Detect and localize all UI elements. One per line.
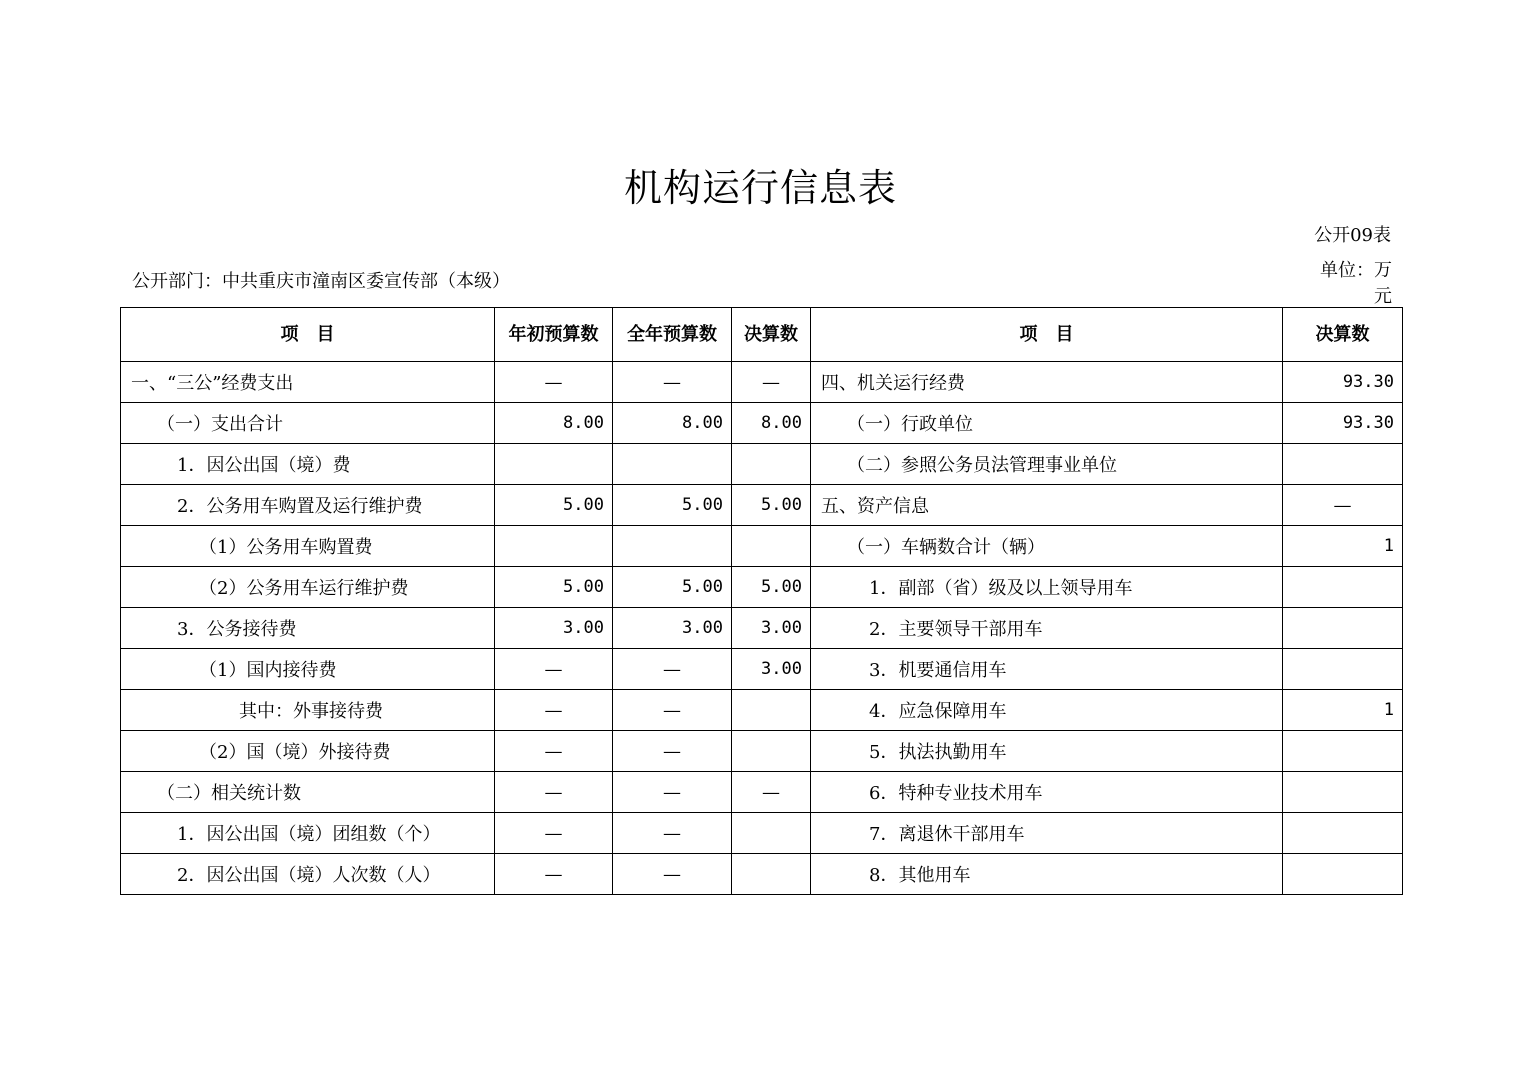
row-left-item: 2．因公出国（境）人次数（人） [121,854,495,895]
row-final-right [1283,731,1403,772]
row-final-left [732,854,811,895]
row-final-left: 3.00 [732,608,811,649]
row-final-left [732,690,811,731]
header-left-item: 项 目 [121,308,495,362]
row-budget-full: — [613,649,732,690]
row-left-item: 1．因公出国（境）费 [121,444,495,485]
row-right-item: 5．执法执勤用车 [811,731,1283,772]
row-budget-initial: — [495,362,613,403]
row-budget-initial: 3.00 [495,608,613,649]
header-budget-full: 全年预算数 [613,308,732,362]
table-row [121,485,1403,526]
row-budget-initial: — [495,772,613,813]
form-number: 公开09表 [1314,225,1391,246]
row-final-left [732,813,811,854]
row-final-left [732,731,811,772]
row-left-item: （一）支出合计 [121,403,495,444]
row-budget-full: 5.00 [613,485,732,526]
header-budget-initial: 年初预算数 [495,308,613,362]
row-left-item: （2）公务用车运行维护费 [121,567,495,608]
row-budget-initial: — [495,731,613,772]
row-final-right: 93.30 [1283,362,1403,403]
table-row [121,362,1403,403]
unit-label: 单位：万元 [1320,260,1392,307]
row-right-item: 6．特种专业技术用车 [811,772,1283,813]
row-left-item: （2）国（境）外接待费 [121,731,495,772]
row-budget-full: 3.00 [613,608,732,649]
row-right-item: 8．其他用车 [811,854,1283,895]
row-final-right: 1 [1283,526,1403,567]
table-row [121,444,1403,485]
row-final-left: 3.00 [732,649,811,690]
row-final-right [1283,854,1403,895]
table-row [121,403,1403,444]
row-right-item: 3．机要通信用车 [811,649,1283,690]
table-row [121,854,1403,895]
table-row [121,690,1403,731]
row-budget-full: — [613,854,732,895]
row-budget-initial: — [495,854,613,895]
row-left-item: （1）公务用车购置费 [121,526,495,567]
row-budget-full: — [613,813,732,854]
row-budget-initial: — [495,649,613,690]
row-final-right [1283,567,1403,608]
row-budget-initial: — [495,690,613,731]
row-final-right [1283,772,1403,813]
row-budget-full: — [613,772,732,813]
row-budget-full: — [613,731,732,772]
row-budget-full [613,526,732,567]
page-title: 机构运行信息表 [623,166,897,210]
table-row [121,649,1403,690]
row-left-item: 其中：外事接待费 [121,690,495,731]
row-budget-full [613,444,732,485]
row-final-right [1283,813,1403,854]
row-left-item: （二）相关统计数 [121,772,495,813]
row-final-right: 93.30 [1283,403,1403,444]
row-right-item: （一）车辆数合计（辆） [811,526,1283,567]
row-final-right [1283,649,1403,690]
row-final-right [1283,608,1403,649]
row-final-left: — [732,362,811,403]
row-final-left: — [732,772,811,813]
row-budget-full: — [613,690,732,731]
row-budget-initial: 8.00 [495,403,613,444]
row-left-item: 2．公务用车购置及运行维护费 [121,485,495,526]
row-final-left: 8.00 [732,403,811,444]
row-right-item: （二）参照公务员法管理事业单位 [811,444,1283,485]
row-budget-initial [495,444,613,485]
row-right-item: （一）行政单位 [811,403,1283,444]
table-row [121,813,1403,854]
row-budget-initial [495,526,613,567]
header-final-left: 决算数 [732,308,811,362]
table-row [121,772,1403,813]
row-left-item: （1）国内接待费 [121,649,495,690]
table-row [121,526,1403,567]
row-right-item: 4．应急保障用车 [811,690,1283,731]
row-final-left: 5.00 [732,485,811,526]
row-right-item: 1．副部（省）级及以上领导用车 [811,567,1283,608]
row-final-left [732,526,811,567]
row-right-item: 2．主要领导干部用车 [811,608,1283,649]
row-budget-initial: 5.00 [495,567,613,608]
header-final-right: 决算数 [1283,308,1403,362]
row-final-right [1283,444,1403,485]
row-budget-full: — [613,362,732,403]
row-budget-full: 8.00 [613,403,732,444]
row-right-item: 五、资产信息 [811,485,1283,526]
header-right-item: 项 目 [811,308,1283,362]
row-final-left: 5.00 [732,567,811,608]
row-left-item: 1．因公出国（境）团组数（个） [121,813,495,854]
row-right-item: 四、机关运行经费 [811,362,1283,403]
row-budget-initial: — [495,813,613,854]
info-table [120,307,1403,895]
table-row [121,608,1403,649]
row-right-item: 7．离退休干部用车 [811,813,1283,854]
row-left-item: 3．公务接待费 [121,608,495,649]
row-final-left [732,444,811,485]
table-header-row [121,308,1403,362]
table-row [121,567,1403,608]
row-left-item: 一、“三公”经费支出 [121,362,495,403]
row-final-right: — [1283,485,1403,526]
row-budget-initial: 5.00 [495,485,613,526]
department-label: 公开部门：中共重庆市潼南区委宣传部（本级） [132,271,510,292]
table-row [121,731,1403,772]
row-final-right: 1 [1283,690,1403,731]
row-budget-full: 5.00 [613,567,732,608]
